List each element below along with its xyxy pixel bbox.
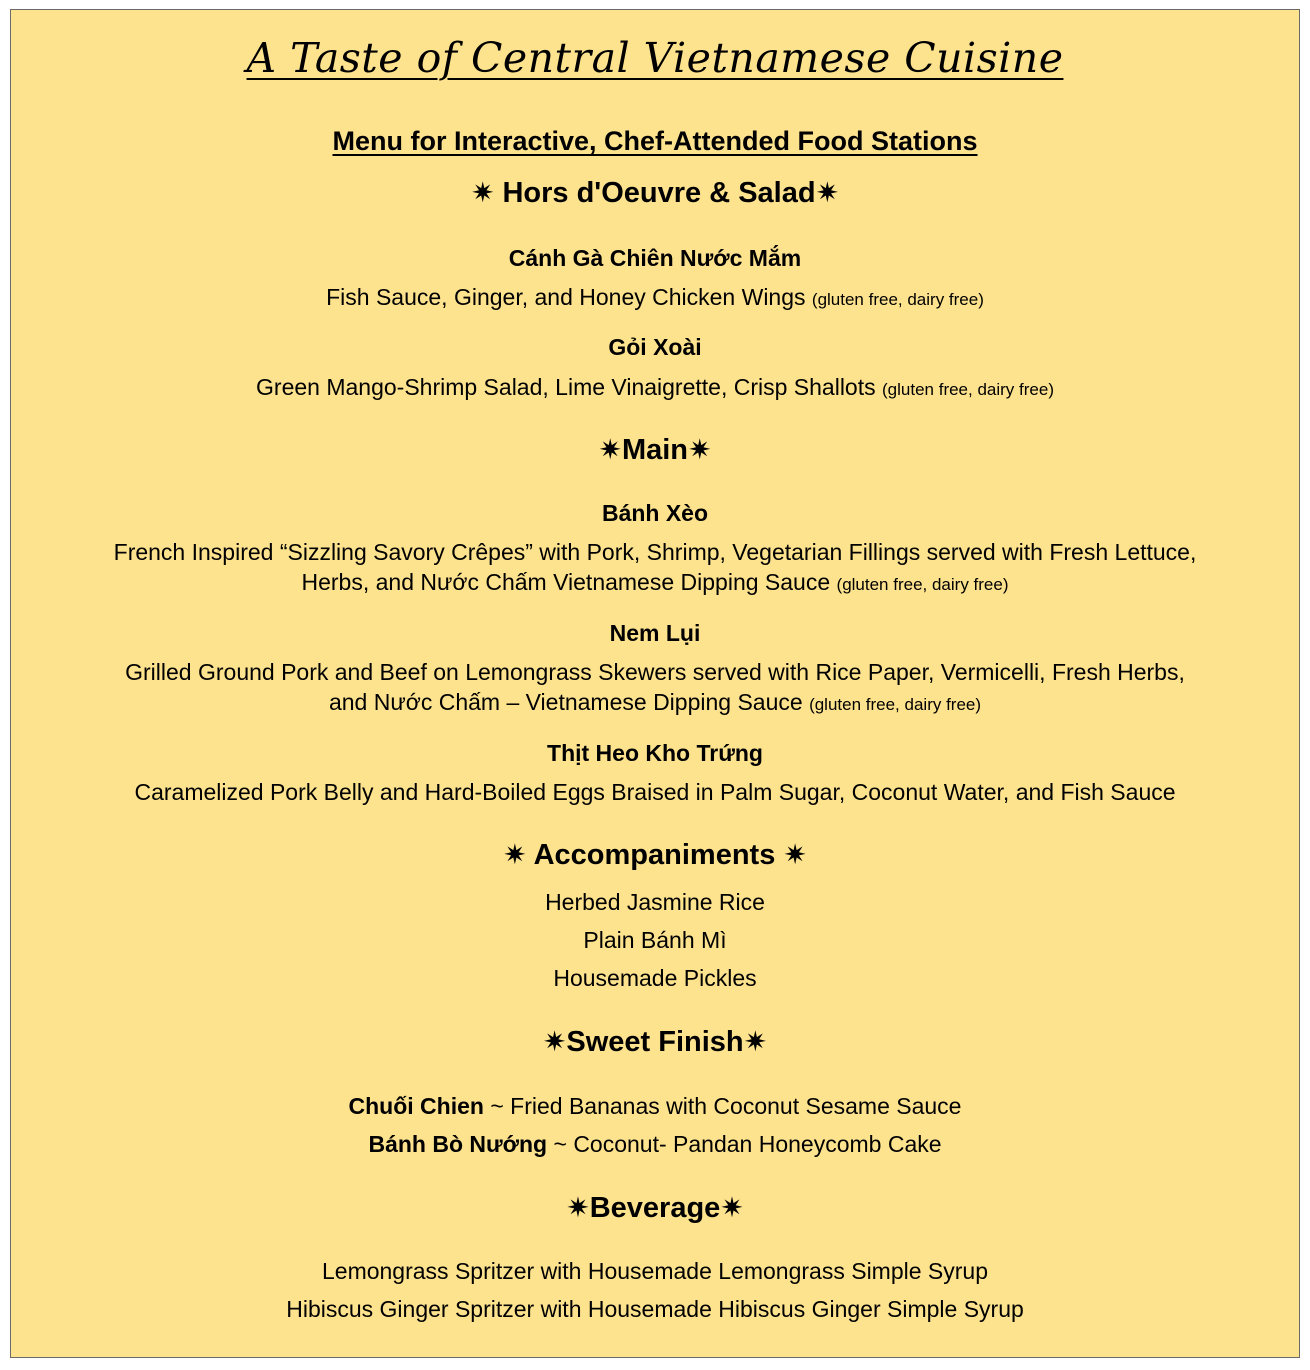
dietary-note: (gluten free, dairy free) xyxy=(811,290,984,309)
dish-description xyxy=(11,537,1299,600)
section-title: Accompaniments xyxy=(533,839,776,871)
dessert-name: Bánh Bò Nướng xyxy=(368,1131,548,1157)
starburst-icon: ✷ xyxy=(503,839,527,870)
dish-description xyxy=(11,657,1299,720)
dish-description-text: Herbs, and Nước Chấm Vietnamese Dipping Sauce xyxy=(301,569,831,595)
dietary-note: (gluten free, dairy free) xyxy=(836,575,1009,594)
starburst-icon: ✷ xyxy=(743,1026,768,1057)
dish-description: Caramelized Pork Belly and Hard-Boiled Eggs Braised in Palm Sugar, Coconut Water, and Fish Sauce xyxy=(134,779,1176,805)
menu-card xyxy=(10,9,1300,1358)
dish-name: Thịt Heo Kho Trứng xyxy=(547,740,763,766)
starburst-icon: ✷ xyxy=(688,434,712,465)
dessert-description: ~ Fried Bananas with Coconut Sesame Sauce xyxy=(490,1093,962,1119)
dish-description-line xyxy=(11,687,1299,720)
dessert-name: Chuối Chien xyxy=(348,1093,484,1119)
list-item: Plain Bánh Mì xyxy=(583,927,727,953)
dish-description-line: Grilled Ground Pork and Beef on Lemongrass Skewers served with Rice Paper, Vermicelli, Fresh Herbs, xyxy=(125,659,1185,685)
list-item: Lemongrass Spritzer with Housemade Lemongrass Simple Syrup xyxy=(321,1258,989,1284)
dish-description-line xyxy=(11,567,1299,600)
menu-title: A Taste of Central Vietnamese Cuisine xyxy=(246,34,1064,82)
dish-description-text: Green Mango-Shrimp Salad, Lime Vinaigrette, Crisp Shallots xyxy=(256,374,876,400)
starburst-icon: ✷ xyxy=(566,1192,590,1223)
starburst-icon: ✷ xyxy=(470,177,495,208)
section-heading-beverage xyxy=(11,1191,1299,1225)
dessert-description: ~ Coconut- Pandan Honeycomb Cake xyxy=(553,1131,942,1157)
section-title: Hors d'Oeuvre & Salad xyxy=(502,177,816,209)
dish-description xyxy=(11,282,1299,315)
dish-name: Nem Lụi xyxy=(609,620,701,646)
section-heading-accompaniments xyxy=(11,838,1299,872)
section-title: Sweet Finish xyxy=(566,1026,744,1058)
dish-name: Cánh Gà Chiên Nước Mắm xyxy=(508,245,802,271)
dietary-note: (gluten free, dairy free) xyxy=(809,695,982,714)
dish-description-text: Fish Sauce, Ginger, and Honey Chicken Wings xyxy=(326,284,806,310)
list-item xyxy=(11,1093,1299,1120)
dish-description-line: French Inspired “Sizzling Savory Crêpes” with Pork, Shrimp, Vegetarian Fillings served with Fresh Lettuce, xyxy=(113,539,1197,565)
section-heading-main xyxy=(11,433,1299,467)
starburst-icon: ✷ xyxy=(815,177,840,208)
dish-description xyxy=(11,372,1299,405)
starburst-icon: ✷ xyxy=(720,1192,744,1223)
starburst-icon: ✷ xyxy=(542,1026,567,1057)
dish-description-text: and Nước Chấm – Vietnamese Dipping Sauce xyxy=(328,689,803,715)
list-item xyxy=(11,1131,1299,1158)
list-item: Hibiscus Ginger Spritzer with Housemade Hibiscus Ginger Simple Syrup xyxy=(286,1296,1024,1322)
dish-name: Gỏi Xoài xyxy=(608,334,702,360)
dish-name: Bánh Xèo xyxy=(601,500,709,526)
menu-subtitle: Menu for Interactive, Chef-Attended Food Stations xyxy=(332,126,978,156)
list-item: Herbed Jasmine Rice xyxy=(545,889,765,915)
section-title: Main xyxy=(621,434,689,466)
section-heading-sweet-finish xyxy=(11,1025,1299,1059)
section-title: Beverage xyxy=(589,1192,721,1224)
list-item: Housemade Pickles xyxy=(553,965,757,991)
starburst-icon: ✷ xyxy=(783,839,807,870)
dietary-note: (gluten free, dairy free) xyxy=(882,380,1054,399)
section-heading-hors-doeuvre xyxy=(11,176,1299,210)
starburst-icon: ✷ xyxy=(598,434,622,465)
